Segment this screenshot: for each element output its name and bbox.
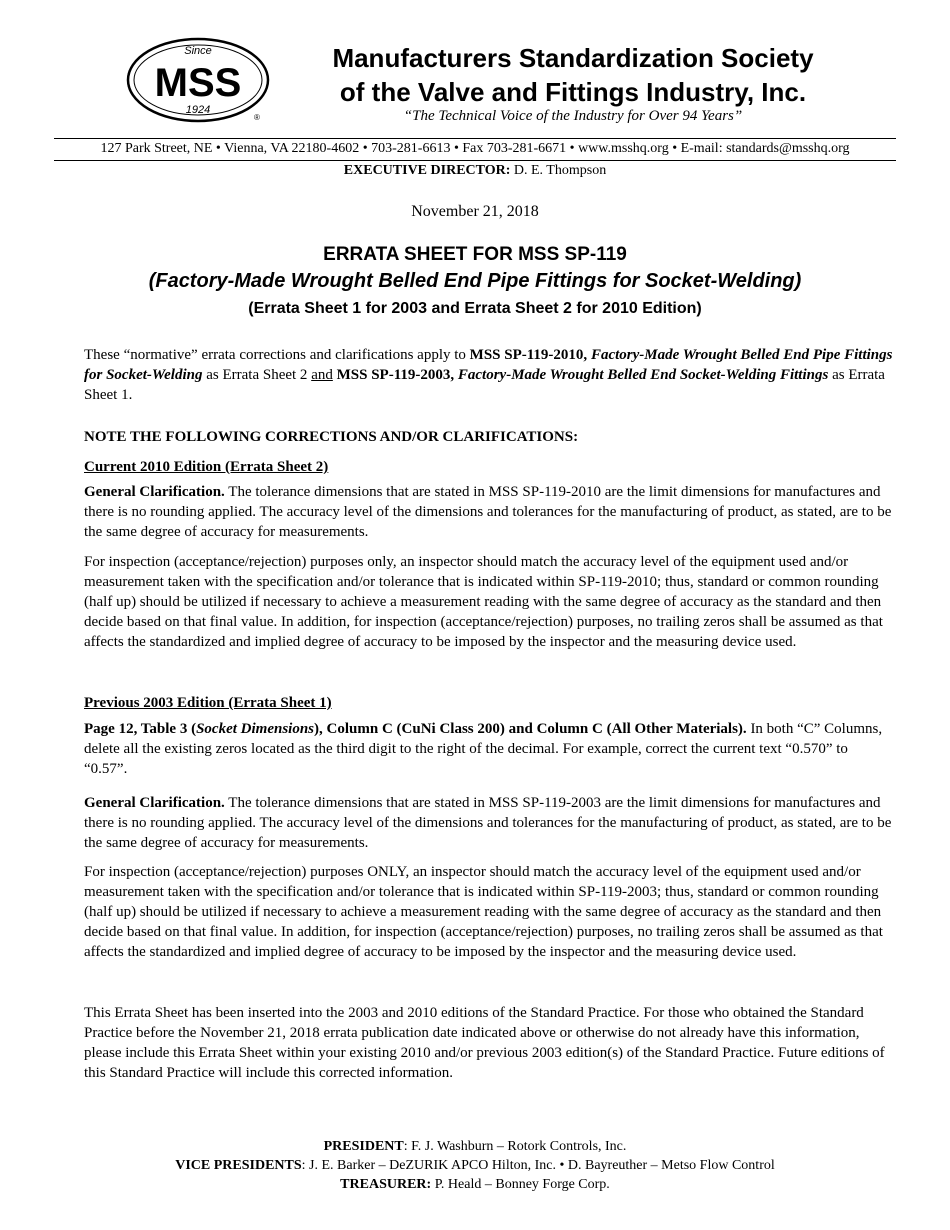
executive-director (54, 163, 896, 179)
header-rule-top (54, 138, 896, 139)
section-2010-heading: Current 2010 Edition (Errata Sheet 2) (84, 459, 329, 475)
intro-standard-2010: MSS SP-119-2010, (469, 347, 591, 363)
general-clarification-text: The tolerance dimensions that are stated in MSS SP-119-2010 are the limit dimensions for manufactures and there is no rounding applied. The accuracy level of the dimensions and tolerances for the manufacturing of product, as stated, are to be the same degree of accuracy for measurements. (84, 484, 892, 540)
president-name: : F. J. Washburn – Rotork Controls, Inc. (403, 1139, 627, 1154)
treasurer-name: P. Heald – Bonney Forge Corp. (431, 1177, 610, 1192)
section-2003-general-clarification (84, 793, 894, 853)
intro-title-2010: Factory-Made Wrought Belled End Pipe Fittings for Socket-Welding (84, 347, 893, 383)
org-name-line-1: Manufacturers Standardization Society (332, 43, 814, 73)
document-edition-note: (Errata Sheet 1 for 2003 and Errata Sheet 2 for 2010 Edition) (248, 300, 702, 317)
section-2010-inspection-paragraph: For inspection (acceptance/rejection) purposes only, an inspector should match the accuracy level of the equipment used and/or measurement taken with the specification and/or tolerance that is indicated within SP-119-2010; thus, standard or common rounding (half up) should be utilized if necessary to achieve a measurement reading with the same degree of accuracy as the standard and then decide based on that final value. In addition, for inspection (acceptance/rejection) purposes, no trailing zeros shall be assumed as that affects the standardized and implied degree of accuracy to be imposed by the inspector and the measuring device used. (84, 554, 883, 650)
executive-director-label: EXECUTIVE DIRECTOR: (343, 163, 511, 178)
org-tagline: “The Technical Voice of the Industry for Over 94 Years” (403, 108, 743, 124)
org-name-line-2: of the Valve and Fittings Industry, Inc. (339, 77, 807, 107)
section-2003-inspection-paragraph: For inspection (acceptance/rejection) purposes ONLY, an inspector should match the accuracy level of the equipment used and/or measurement taken with the specification and/or tolerance that is indicated within SP-119-2003; thus, standard or common rounding (half up) should be utilized if necessary to achieve a measurement reading with the same degree of accuracy as the standard and then decide based on that final value. In addition, for inspection (acceptance/rejection) purposes, no trailing zeros shall be assumed as that affects the standardized and implied degree of accuracy to be imposed by the inspector and the measuring device used. (84, 864, 883, 960)
intro-text: as Errata Sheet 1. (84, 367, 885, 403)
page12-label: Page 12, Table 3 ( (84, 721, 197, 737)
section-2010-general-clarification (84, 482, 894, 542)
document-date: November 21, 2018 (411, 203, 539, 220)
vice-presidents-label: VICE PRESIDENTS (175, 1158, 302, 1173)
intro-text: These “normative” errata corrections and clarifications apply to (84, 347, 470, 363)
closing-paragraph: This Errata Sheet has been inserted into the 2003 and 2010 editions of the Standard Practice. For those who obtained the Standard Practice before the November 21, 2018 errata publication date indicated above or otherwise do not already have this information, please include this Errata Sheet within your existing 2010 and/or previous 2003 edition(s) of the Standard Practice. Future editions of this Standard Practice will include this corrected information. (84, 1005, 885, 1081)
section-2003-heading: Previous 2003 Edition (Errata Sheet 1) (84, 695, 332, 711)
treasurer-label: TREASURER: (340, 1177, 432, 1192)
footer-treasurer (54, 1175, 896, 1194)
logo-mark: MSS (154, 61, 242, 105)
vice-presidents-names: : J. E. Barker – DeZURIK APCO Hilton, Inc. • D. Bayreuther – Metso Flow Control (301, 1158, 775, 1173)
page12-table-name: Socket Dimensions (196, 721, 315, 737)
general-clarification-label: General Clarification. (84, 484, 225, 500)
general-clarification-label: General Clarification. (84, 795, 225, 811)
document-title: ERRATA SHEET FOR MSS SP-119 (323, 244, 627, 265)
footer-vice-presidents (54, 1156, 896, 1175)
intro-title-2003: Factory-Made Wrought Belled End Socket-Welding Fittings (457, 367, 829, 383)
mss-logo (126, 36, 274, 124)
intro-standard-2003: MSS SP-119-2003, (336, 367, 458, 383)
logo-since: Since (184, 45, 212, 57)
executive-director-name: D. E. Thompson (510, 163, 607, 178)
logo-registered-mark: ® (254, 113, 260, 122)
footer-president (54, 1137, 896, 1156)
president-label: PRESIDENT (323, 1139, 404, 1154)
document-subtitle: (Factory-Made Wrought Belled End Pipe Fittings for Socket-Welding) (148, 270, 802, 292)
intro-and: and (311, 367, 333, 383)
intro-paragraph (84, 345, 894, 405)
header-rule-bottom (54, 160, 896, 161)
general-clarification-text: The tolerance dimensions that are stated in MSS SP-119-2003 are the limit dimensions for manufactures and there is no rounding applied. The accuracy level of the dimensions and tolerances for the manufacturing of product, as stated, are to be the same degree of accuracy for measurements. (84, 795, 892, 851)
intro-text: as Errata Sheet 2 (202, 367, 312, 383)
note-heading: NOTE THE FOLLOWING CORRECTIONS AND/OR CLARIFICATIONS: (84, 429, 579, 445)
contact-address-line: 127 Park Street, NE • Vienna, VA 22180-4602 • 703-281-6613 • Fax 703-281-6671 • www.msshq.org • E-mail: standards@msshq.org (100, 141, 850, 156)
page12-columns: ), Column C (CuNi Class 200) and Column C (All Other Materials). (314, 721, 747, 737)
logo-year: 1924 (185, 104, 211, 116)
page12-correction-text: In both “C” Columns, delete all the existing zeros located as the third digit to the right of the decimal. For example, correct the current text “0.570” to “0.57”. (84, 721, 883, 777)
section-2003-page12-correction (84, 719, 894, 779)
